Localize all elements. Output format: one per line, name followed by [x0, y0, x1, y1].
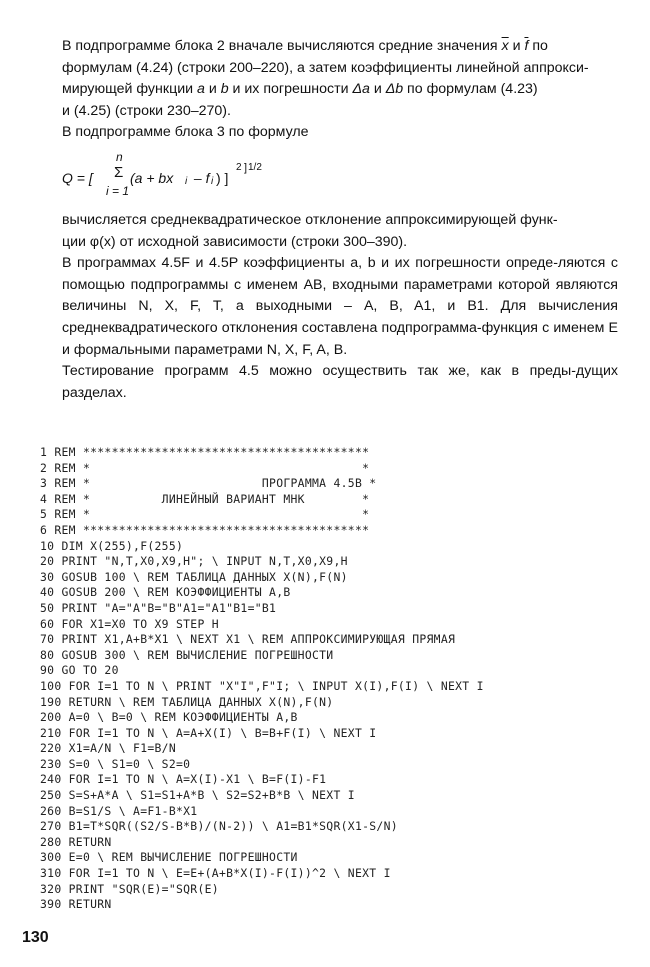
code-line: 200 A=0 \ B=0 \ REM КОЭФФИЦИЕНТЫ A,B: [40, 710, 298, 725]
code-line: 2 REM * *: [40, 460, 370, 475]
code-line: 250 S=S+A*A \ S1=S1+A*B \ S2=S2+B*B \ NEXT I: [40, 788, 355, 803]
code-line: 70 PRINT X1,A+B*X1 \ NEXT X1 \ REM АППРОКСИМИРУЮЩАЯ ПРЯМАЯ: [40, 632, 456, 647]
code-line: 3 REM * ПРОГРАММА 4.5B *: [40, 476, 377, 491]
code-line: 270 B1=T*SQR((S2/S-B*B)/(N-2)) \ A1=B1*SQR(X1-S/N): [40, 819, 398, 834]
code-line: 390 RETURN: [40, 897, 112, 912]
code-line: 100 FOR I=1 TO N \ PRINT "X"I",F"I; \ INPUT X(I),F(I) \ NEXT I: [40, 678, 484, 693]
code-line: 260 B=S1/S \ A=F1-B*X1: [40, 803, 198, 818]
code-line: 230 S=0 \ S1=0 \ S2=0: [40, 756, 191, 771]
code-line: 1 REM ****************************************: [40, 445, 370, 459]
basic-listing: [40, 445, 620, 913]
code-line: 300 E=0 \ REM ВЫЧИСЛЕНИЕ ПОГРЕШНОСТИ: [40, 850, 298, 865]
para1-line4: и (4.25) (строки 230–270).: [62, 102, 231, 119]
formula-q: n Q = [ Σ i = 1 (a + bx i – f i ) ] 2 ] 1/2: [62, 150, 262, 198]
code-line: 90 GO TO 20: [40, 663, 119, 678]
para3-line2: ции φ(x) от исходной зависимости (строки 300–390).: [62, 233, 408, 250]
code-line: 4 REM * ЛИНЕЙНЫЙ ВАРИАНТ МНК *: [40, 491, 370, 506]
paragraph-block-2: [62, 36, 618, 144]
code-line: 20 PRINT "N,T,X0,X9,H"; \ INPUT N,T,X0,X9,H: [40, 554, 348, 569]
para4: В программах 4.5F и 4.5P коэффициенты a, b и их погрешности опреде-ляются с помощью подпрограммы с именем AB, входными параметрами которой являются величины N, X, F, T, а выходными – A, B, A1, и B1. Для вычисления среднеквадратического отклонения составлена подпрограмма-функция с именем E и формальными параметрами N, X, F, A, B.: [62, 255, 618, 358]
code-line: 10 DIM X(255),F(255): [40, 538, 184, 553]
paragraph-block-3: [62, 210, 618, 404]
code-line: 30 GOSUB 100 \ REM ТАБЛИЦА ДАННЫХ X(N),F(N): [40, 569, 348, 584]
code-line: 6 REM ****************************************: [40, 522, 370, 537]
code-line: 240 FOR I=1 TO N \ A=X(I)-X1 \ B=F(I)-F1: [40, 772, 327, 787]
code-line: 80 GOSUB 300 \ REM ВЫЧИСЛЕНИЕ ПОГРЕШНОСТИ: [40, 647, 334, 662]
code-line: 220 X1=A/N \ F1=B/N: [40, 741, 176, 756]
page-number: 130: [22, 929, 49, 946]
code-line: 60 FOR X1=X0 TO X9 STEP H: [40, 616, 219, 631]
code-line: 5 REM * *: [40, 507, 370, 522]
code-line: 210 FOR I=1 TO N \ A=A+X(I) \ B=B+F(I) \ NEXT I: [40, 725, 377, 740]
para2: В подпрограмме блока 3 по формуле: [62, 124, 309, 141]
code-line: 40 GOSUB 200 \ REM КОЭФФИЦИЕНТЫ A,B: [40, 585, 291, 600]
para5: Тестирование программ 4.5 можно осуществить так же, как в преды-дущих разделах.: [62, 363, 618, 401]
para1-line3: мирующей функции a и b и их погрешности Δa и Δb по формулам (4.23): [62, 81, 538, 98]
f-mean: $\overline{f}$: [524, 38, 529, 54]
code-line: 50 PRINT "A="A"B="B"A1="A1"B1="B1: [40, 600, 277, 615]
x-mean: $\overline{x}$: [501, 38, 509, 54]
para3-line1: вычисляется среднеквадратическое отклонение аппроксимирующей функ-: [62, 212, 558, 228]
para1-line2: формулам (4.24) (строки 200–220), а затем коэффициенты линейной аппрокси-: [62, 59, 589, 76]
para1-line1: В подпрограмме блока 2 вначале вычисляются средние значения $\overline{x}$ и $\overline{f}$ по: [62, 38, 548, 54]
code-line: 190 RETURN \ REM ТАБЛИЦА ДАННЫХ X(N),F(N): [40, 694, 334, 709]
code-line: 280 RETURN: [40, 834, 112, 849]
code-line: 320 PRINT "SQR(E)="SQR(E): [40, 881, 219, 896]
code-line: 310 FOR I=1 TO N \ E=E+(A+B*X(I)-F(I))^2 \ NEXT I: [40, 866, 391, 881]
